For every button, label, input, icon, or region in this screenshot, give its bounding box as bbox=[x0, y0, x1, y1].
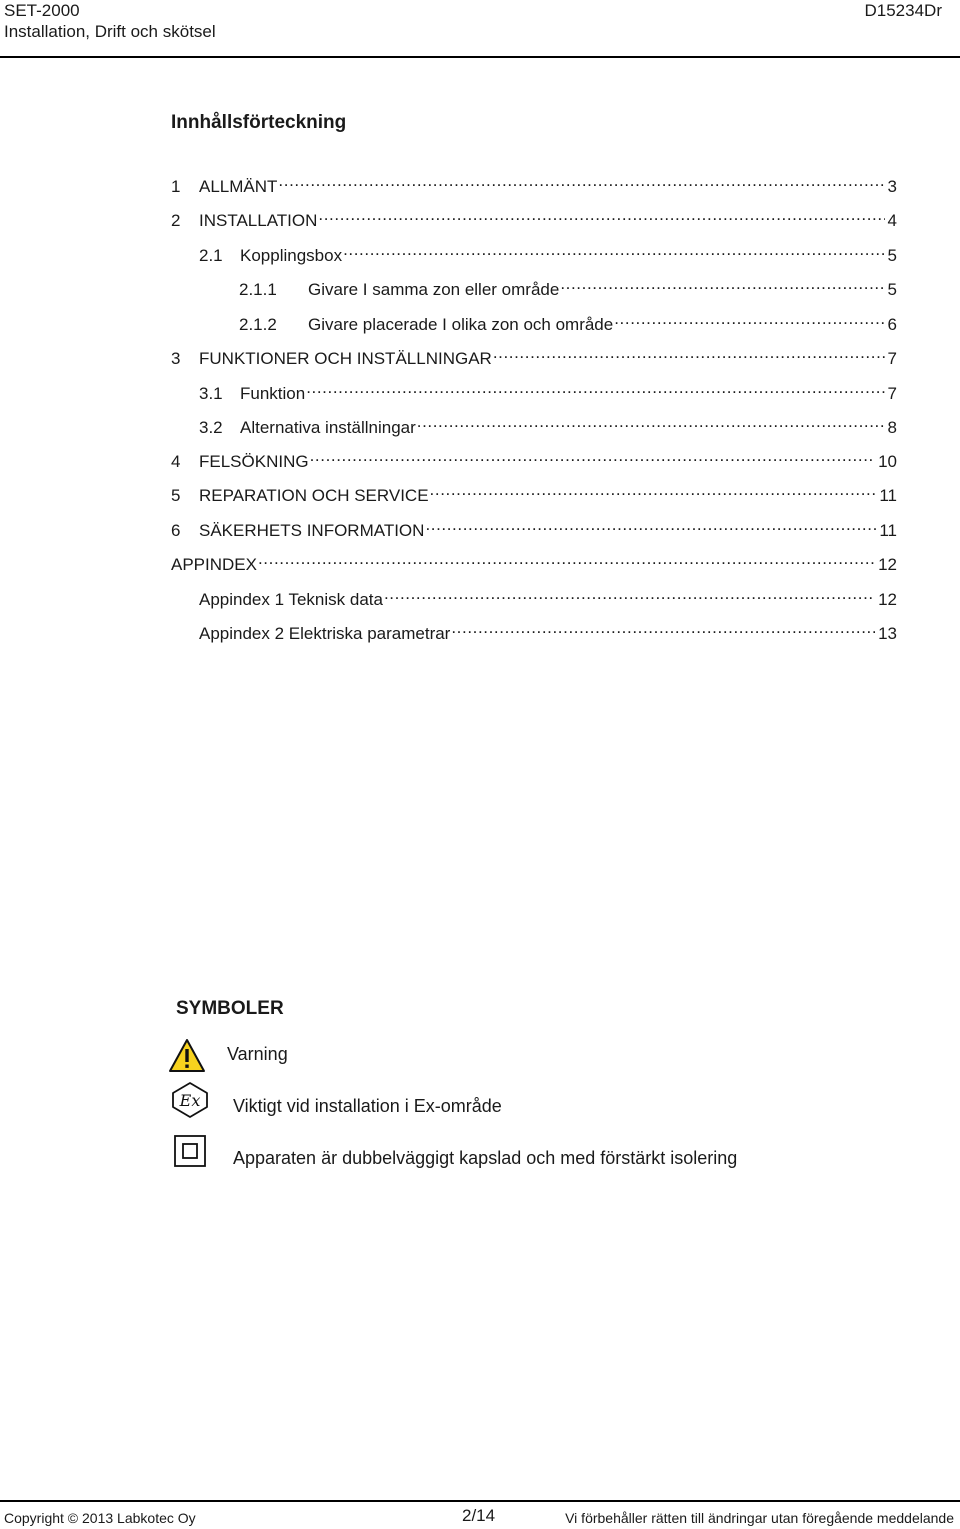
toc-entry-page: 4 bbox=[887, 211, 897, 230]
toc-entry-number: 3 bbox=[171, 349, 181, 368]
toc-leader-dots bbox=[430, 481, 877, 501]
toc-entry-page: 3 bbox=[887, 177, 897, 196]
toc-entry-number: 3.1 bbox=[199, 384, 223, 403]
toc-entry-text: Kopplingsbox bbox=[240, 246, 343, 265]
toc-leader-dots bbox=[318, 206, 884, 226]
toc-entry-text: Alternativa inställningar bbox=[240, 418, 416, 437]
warning-triangle-icon bbox=[168, 1038, 206, 1079]
header-doc-id: D15234Dr bbox=[864, 1, 942, 20]
footer-copyright: Copyright © 2013 Labkotec Oy bbox=[4, 1510, 196, 1526]
header-divider bbox=[0, 56, 960, 58]
toc-entry[interactable] bbox=[171, 344, 897, 366]
toc-entry-page: 10 bbox=[878, 452, 897, 471]
symbol-label-double-insulation: Apparaten är dubbelväggigt kapslad och med förstärkt isolering bbox=[233, 1148, 738, 1168]
double-insulation-icon bbox=[174, 1135, 206, 1172]
toc-leader-dots bbox=[278, 172, 884, 192]
symbol-label-warning: Varning bbox=[227, 1044, 288, 1064]
toc-entry-number: 2.1 bbox=[199, 246, 223, 265]
toc-leader-dots bbox=[384, 585, 875, 605]
footer-page-number: 2/14 bbox=[462, 1506, 496, 1525]
toc-entry-page: 5 bbox=[887, 246, 897, 265]
symbol-label-ex: Viktigt vid installation i Ex-område bbox=[233, 1096, 502, 1116]
toc-entry-page: 12 bbox=[878, 555, 897, 574]
toc-entry[interactable] bbox=[171, 447, 897, 469]
toc-entry-page: 11 bbox=[879, 486, 897, 505]
toc-entry-text: FELSÖKNING bbox=[199, 452, 309, 471]
toc-entry-text: Appindex 2 Elektriska parametrar bbox=[199, 624, 451, 643]
toc-entry-page: 7 bbox=[887, 384, 897, 403]
toc-entry[interactable] bbox=[199, 241, 897, 263]
toc-entry-number: 2 bbox=[171, 211, 181, 230]
toc-leader-dots bbox=[451, 619, 875, 639]
toc-entry-number: 2.1.2 bbox=[239, 315, 277, 334]
toc-entry[interactable] bbox=[171, 550, 897, 572]
toc-entry-page: 12 bbox=[878, 590, 897, 609]
toc-leader-dots bbox=[310, 447, 875, 467]
toc-entry-text: Givare placerade I olika zon och område bbox=[308, 315, 614, 334]
toc-leader-dots bbox=[417, 413, 885, 433]
toc-entry-text: Givare I samma zon eller område bbox=[308, 280, 560, 299]
toc-entry-page: 7 bbox=[887, 349, 897, 368]
toc-entry-text: SÄKERHETS INFORMATION bbox=[199, 521, 425, 540]
toc-entry-text: INSTALLATION bbox=[199, 211, 318, 230]
toc-entry-text: FUNKTIONER OCH INSTÄLLNINGAR bbox=[199, 349, 492, 368]
toc-leader-dots bbox=[614, 310, 884, 330]
toc-entry[interactable] bbox=[239, 275, 897, 297]
toc-entry-text: APPINDEX bbox=[171, 555, 257, 574]
toc-title: Innhållsförteckning bbox=[171, 112, 347, 133]
toc-entry[interactable] bbox=[199, 379, 897, 401]
toc-leader-dots bbox=[425, 516, 876, 536]
toc-entry-text: REPARATION OCH SERVICE bbox=[199, 486, 429, 505]
toc-entry-text: Funktion bbox=[240, 384, 306, 403]
toc-entry-page: 13 bbox=[878, 624, 897, 643]
footer-divider bbox=[0, 1500, 960, 1502]
toc-entry-number: 2.1.1 bbox=[239, 280, 277, 299]
toc-entry-number: 6 bbox=[171, 521, 181, 540]
svg-text:Ex: Ex bbox=[179, 1091, 201, 1110]
toc-entry-number: 3.2 bbox=[199, 418, 223, 437]
toc-entry-number: 1 bbox=[171, 177, 181, 196]
toc-leader-dots bbox=[560, 275, 884, 295]
toc-entry-number: 4 bbox=[171, 452, 181, 471]
toc-entry[interactable] bbox=[171, 481, 897, 503]
symbols-title: SYMBOLER bbox=[176, 998, 284, 1019]
header-product: SET-2000 bbox=[4, 1, 80, 20]
toc-leader-dots bbox=[343, 241, 884, 261]
ex-zone-icon bbox=[170, 1081, 210, 1124]
page-header bbox=[0, 0, 960, 58]
toc-entry-page: 8 bbox=[887, 418, 897, 437]
toc-entry-page: 5 bbox=[887, 280, 897, 299]
toc-entry[interactable] bbox=[239, 310, 897, 332]
toc-entry[interactable] bbox=[199, 619, 897, 641]
toc-entry[interactable] bbox=[199, 413, 897, 435]
toc-entry-page: 11 bbox=[879, 521, 897, 540]
toc-entry[interactable] bbox=[171, 516, 897, 538]
header-subtitle: Installation, Drift och skötsel bbox=[4, 22, 216, 41]
toc-entry[interactable] bbox=[199, 585, 897, 607]
toc-leader-dots bbox=[258, 550, 875, 570]
toc-entry-text: Appindex 1 Teknisk data bbox=[199, 590, 383, 609]
toc-entry-number: 5 bbox=[171, 486, 181, 505]
footer-notice: Vi förbehåller rätten till ändringar utan föregående meddelande bbox=[565, 1510, 954, 1526]
toc-entry-text: ALLMÄNT bbox=[199, 177, 278, 196]
toc-leader-dots bbox=[306, 379, 884, 399]
toc-leader-dots bbox=[493, 344, 885, 364]
toc-entry-page: 6 bbox=[887, 315, 897, 334]
toc-entry[interactable] bbox=[171, 206, 897, 228]
toc-entry[interactable] bbox=[171, 172, 897, 194]
